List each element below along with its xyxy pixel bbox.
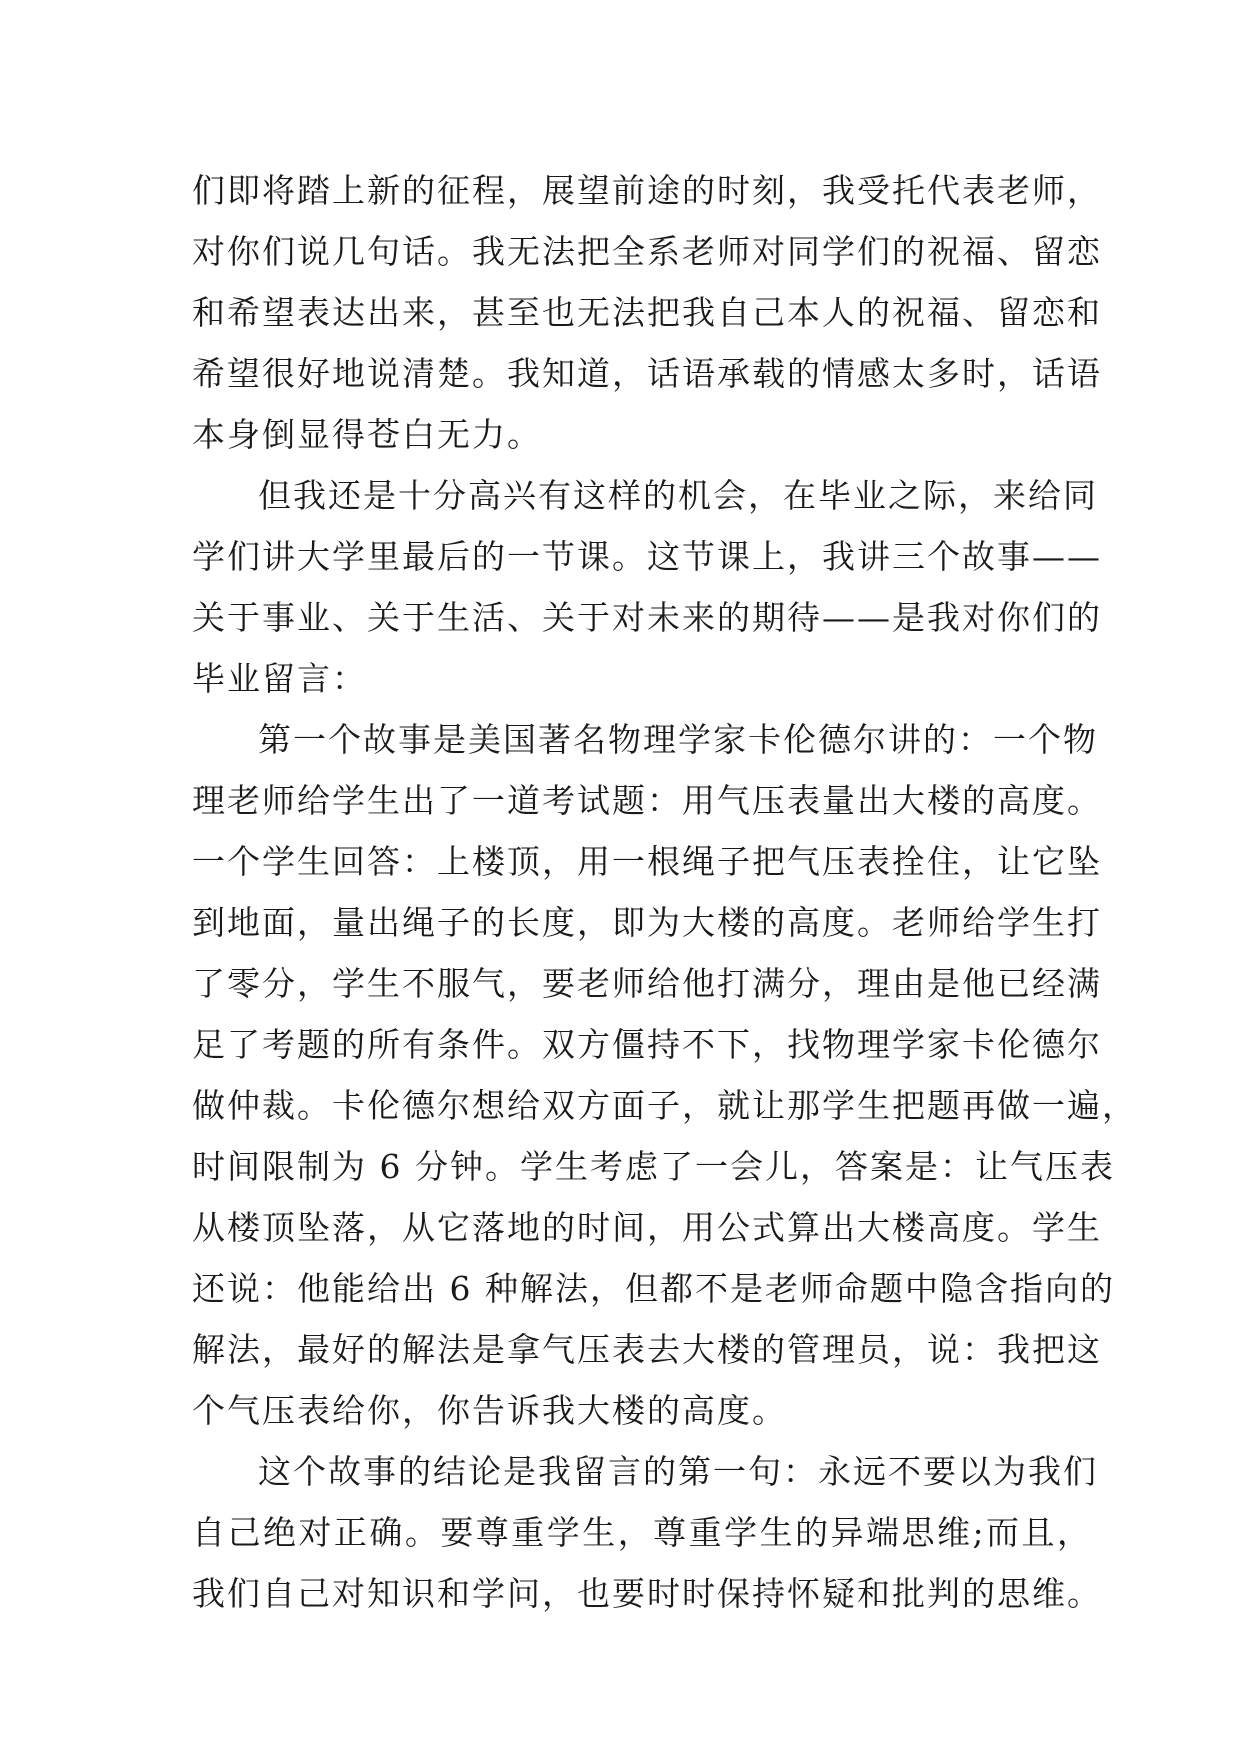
text-line: 时间限制为 6 分钟。学生考虑了一会儿，答案是：让气压表 bbox=[192, 1147, 1115, 1186]
text-line: 个气压表给你，你告诉我大楼的高度。 bbox=[192, 1391, 787, 1430]
text-line: 本身倒显得苍白无力。 bbox=[192, 415, 542, 454]
text-line: 毕业留言： bbox=[192, 659, 367, 698]
text-line: 但我还是十分高兴有这样的机会，在毕业之际，来给同 bbox=[258, 476, 1098, 515]
text-line: 关于事业、关于生活、关于对未来的期待——是我对你们的 bbox=[192, 598, 1102, 637]
document-body bbox=[192, 160, 1137, 1624]
text-line: 对你们说几句话。我无法把全系老师对同学们的祝福、留恋 bbox=[192, 232, 1102, 271]
text-line: 从楼顶坠落，从它落地的时间，用公式算出大楼高度。学生 bbox=[192, 1208, 1102, 1247]
text-line: 到地面，量出绳子的长度，即为大楼的高度。老师给学生打 bbox=[192, 903, 1102, 942]
text-line: 们即将踏上新的征程，展望前途的时刻，我受托代表老师， bbox=[192, 171, 1102, 210]
text-line: 了零分，学生不服气，要老师给他打满分，理由是他已经满 bbox=[192, 964, 1102, 1003]
text-line: 一个学生回答：上楼顶，用一根绳子把气压表拴住，让它坠 bbox=[192, 842, 1102, 881]
text-line: 解法，最好的解法是拿气压表去大楼的管理员，说：我把这 bbox=[192, 1330, 1102, 1369]
text-line: 做仲裁。卡伦德尔想给双方面子，就让那学生把题再做一遍， bbox=[192, 1086, 1137, 1125]
text-line: 我们自己对知识和学问，也要时时保持怀疑和批判的思维。 bbox=[192, 1574, 1102, 1613]
text-line: 希望很好地说清楚。我知道，话语承载的情感太多时，话语 bbox=[192, 354, 1102, 393]
text-line: 理老师给学生出了一道考试题：用气压表量出大楼的高度。 bbox=[192, 781, 1102, 820]
text-line: 还说：他能给出 6 种解法，但都不是老师命题中隐含指向的 bbox=[192, 1269, 1115, 1308]
text-line: 和希望表达出来，甚至也无法把我自己本人的祝福、留恋和 bbox=[192, 293, 1102, 332]
text-line: 学们讲大学里最后的一节课。这节课上，我讲三个故事—— bbox=[192, 537, 1102, 576]
text-line: 足了考题的所有条件。双方僵持不下，找物理学家卡伦德尔 bbox=[192, 1025, 1102, 1064]
text-line: 这个故事的结论是我留言的第一句：永远不要以为我们 bbox=[258, 1452, 1098, 1491]
text-line: 第一个故事是美国著名物理学家卡伦德尔讲的：一个物 bbox=[258, 720, 1098, 759]
text-line: 自己绝对正确。要尊重学生，尊重学生的异端思维;而且， bbox=[192, 1513, 1092, 1552]
